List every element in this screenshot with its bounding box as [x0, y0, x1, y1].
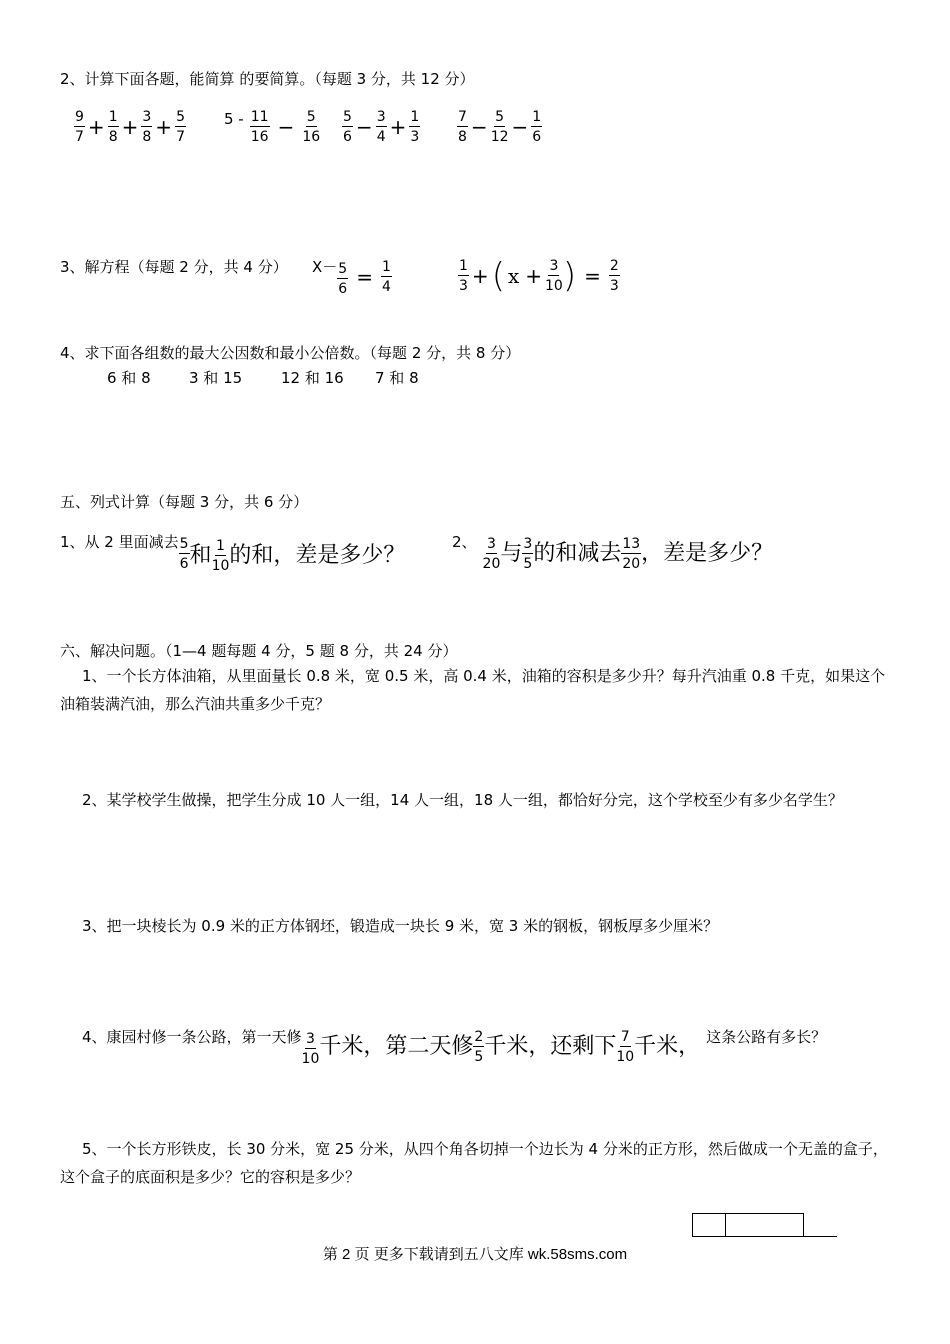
fraction: $\frac{1}{10}$ [211, 538, 230, 574]
q2-expr-2: 5 - $\frac{11}{16}$ − $\frac{5}{16}$ [224, 109, 321, 145]
q2-expr-3: $\frac{5}{6}$ − $\frac{3}{4}$ + $\frac{1}{3}$ [343, 109, 420, 145]
score-cell [693, 1214, 726, 1237]
fraction: $\frac{5}{12}$ [490, 109, 509, 145]
q2-expr-1: $\frac{9}{7}$ + $\frac{1}{8}$ + $\frac{3}{8}$ + $\frac{5}{7}$ [75, 109, 185, 145]
fraction: $\frac{3}{10}$ [301, 1031, 320, 1067]
q4-group: 6 和 8 [107, 369, 151, 387]
s6-problem-3: 3、把一块棱长为 0.9 米的正方体钢坯，锻造成一块长 9 米，宽 3 米的钢板，钢板厚多少厘米？ [82, 917, 719, 935]
fraction: $\frac{5}{6}$ [338, 261, 348, 297]
s6-problem-2: 2、某学校学生做操，把学生分成 10 人一组，14 人一组，18 人一组，都恰好分完，这个学校至少有多少名学生？ [82, 791, 843, 809]
fraction: $\frac{3}{5}$ [523, 536, 533, 572]
q4-group: 3 和 15 [189, 369, 243, 387]
q3-heading: 3、解方程（每题 2 分，共 4 分） [60, 258, 288, 276]
q3-equation-2: $\frac{1}{3}$ + ( x + $\frac{3}{10}$ ) = $\frac{2}{3}$ [459, 256, 619, 296]
s6-problem-4: 4、康园村修一条公路，第一天修 $\frac{3}{10}$ 千米，第二天修 $\frac{2}{5}$ 千米，还剩下 $\frac{7}{10}$ 千米， 这条公路有多长？ [82, 1028, 827, 1067]
score-cell [726, 1214, 804, 1237]
fraction: $\frac{5}{16}$ [302, 109, 321, 145]
page-footer: 第 2 页 更多下载请到五八文库 wk.58sms.com [322, 1246, 628, 1263]
q4-group: 7 和 8 [375, 369, 419, 387]
fraction: $\frac{3}{10}$ [545, 258, 563, 294]
score-cell [804, 1214, 838, 1237]
fraction: $\frac{5}{6}$ [343, 109, 352, 145]
q2-heading: 2、计算下面各题，能简算 的要简算。（每题 3 分，共 12 分） [60, 70, 475, 88]
fraction: $\frac{2}{3}$ [609, 258, 619, 294]
fraction: $\frac{7}{8}$ [458, 109, 467, 145]
fraction: $\frac{3}{20}$ [482, 536, 501, 572]
fraction: $\frac{5}{7}$ [176, 109, 185, 145]
fraction: $\frac{1}{4}$ [381, 259, 391, 295]
score-box [692, 1213, 837, 1237]
fraction: $\frac{1}{8}$ [108, 109, 118, 145]
q3-equation-1: X－ $\frac{5}{6}$ = $\frac{1}{4}$ [312, 258, 391, 297]
fraction: $\frac{3}{8}$ [142, 109, 152, 145]
q4-group: 12 和 16 [281, 369, 344, 387]
fraction: $\frac{1}{6}$ [532, 109, 542, 145]
fraction: $\frac{2}{5}$ [474, 1029, 484, 1065]
s6-problem-5: 5、一个长方形铁皮，长 30 分米，宽 25 分米，从四个角各切掉一个边长为 4 分米的正方形，然后做成一个无盖的盒子，这个盒子的底面积是多少？它的容积是多少？ [60, 1140, 888, 1186]
s5-problem-1: 1、从 2 里面减去 $\frac{5}{6}$ 和 $\frac{1}{10}$ 的和，差是多少？ [60, 533, 406, 574]
s6-problem-1: 1、一个长方体油箱，从里面量长 0.8 米，宽 0.5 米，高 0.4 米，油箱的容积是多少升？每升汽油重 0.8 千克，如果这个油箱装满汽油，那么汽油共重多少千克？ [60, 667, 886, 713]
fraction: $\frac{1}{3}$ [459, 258, 468, 294]
fraction: $\frac{7}{10}$ [616, 1029, 635, 1065]
s6-heading: 六、解决问题。（1—4 题每题 4 分，5 题 8 分，共 24 分） [60, 642, 458, 660]
fraction: $\frac{11}{16}$ [250, 109, 269, 145]
fraction: $\frac{1}{3}$ [410, 109, 420, 145]
fraction: $\frac{13}{20}$ [622, 536, 641, 572]
fraction: $\frac{5}{6}$ [179, 536, 189, 572]
q4-heading: 4、求下面各组数的最大公因数和最小公倍数。（每题 2 分，共 8 分） [60, 344, 521, 362]
fraction: $\frac{9}{7}$ [75, 109, 84, 145]
s5-problem-2: 2、 $\frac{3}{20}$ 与 $\frac{3}{5}$ 的和减去 $\frac{13}{20}$ ，差是多少？ [452, 533, 774, 572]
q2-expr-4: $\frac{7}{8}$ − $\frac{5}{12}$ − $\frac{1}{6}$ [458, 109, 542, 145]
fraction: $\frac{3}{4}$ [376, 109, 386, 145]
s5-heading: 五、列式计算（每题 3 分，共 6 分） [60, 493, 309, 511]
